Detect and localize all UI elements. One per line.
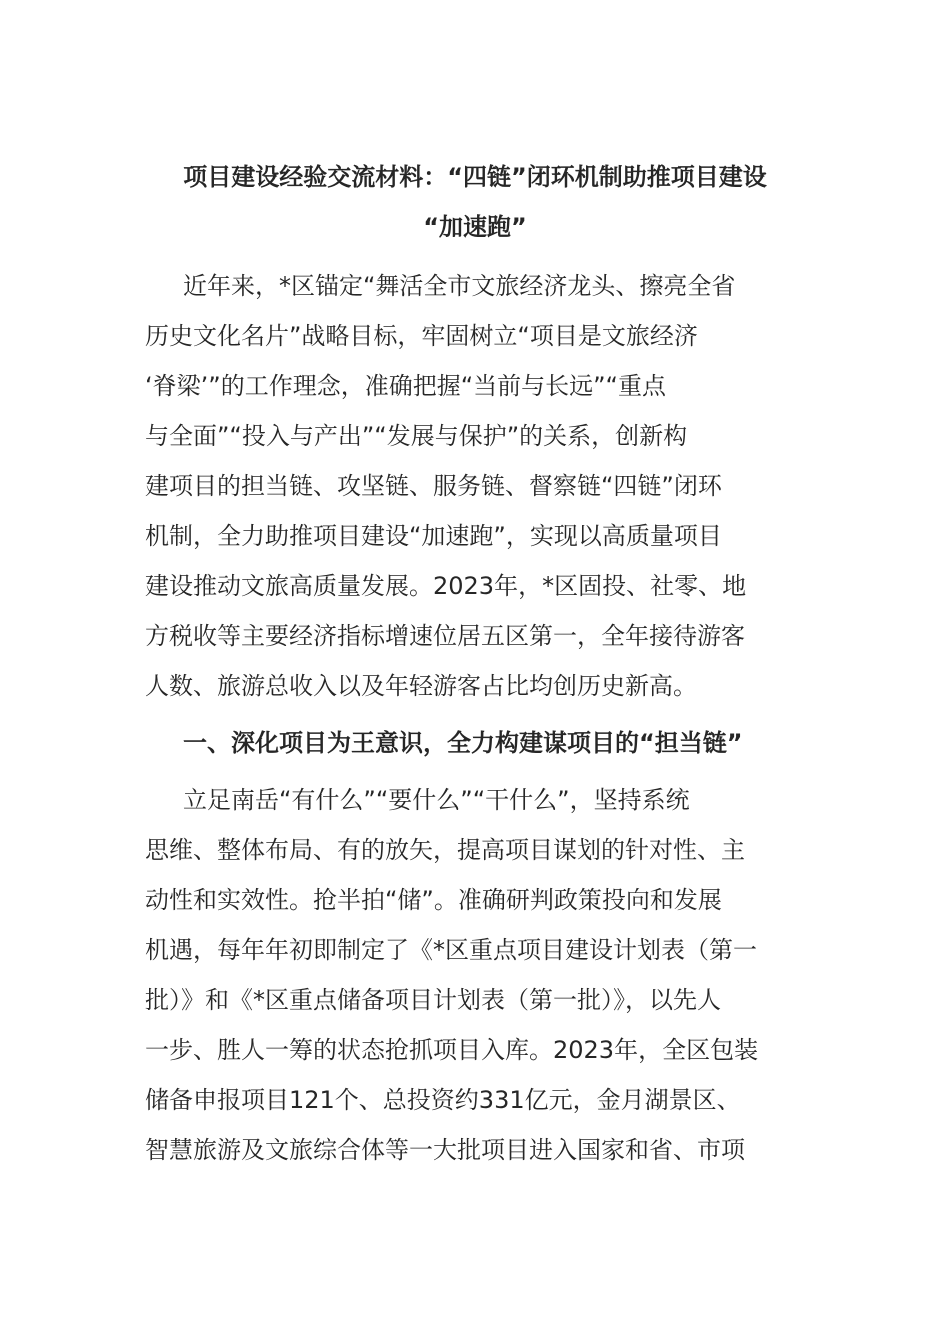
paragraph-line: 建设推动文旅高质量发展。2023年，*区固投、社零、地 [145,572,747,600]
paragraph-line: 近年来，*区锚定“舞活全市文旅经济龙头、擦亮全省 [183,272,736,300]
paragraph-line: ‘脊梁’”的工作理念，准确把握“当前与长远”“重点 [145,372,666,400]
paragraph-line: 机遇，每年年初即制定了《*区重点项目建设计划表（第一 [145,936,757,964]
title-line-2: “加速跑” [423,213,527,241]
paragraph-line: 方税收等主要经济指标增速位居五区第一，全年接待游客 [145,622,745,650]
paragraph-line: 机制，全力助推项目建设“加速跑”，实现以高质量项目 [145,522,722,550]
paragraph-line: 与全面”“投入与产出”“发展与保护”的关系，创新构 [145,422,688,450]
paragraph-line: 动性和实效性。抢半拍“储”。准确研判政策投向和发展 [145,886,722,914]
paragraph-line: 一步、胜人一筹的状态抢抓项目入库。2023年，全区包装 [145,1036,759,1064]
document-title [145,152,805,252]
paragraph-line: 立足南岳“有什么”“要什么”“干什么”，坚持系统 [183,786,690,814]
section-heading-text: 一、深化项目为王意识，全力构建谋项目的“担当链” [183,729,743,757]
paragraph-intro [145,261,805,711]
paragraph-line: 建项目的担当链、攻坚链、服务链、督察链“四链”闭环 [145,472,722,500]
paragraph-line: 人数、旅游总收入以及年轻游客占比均创历史新高。 [145,672,697,700]
paragraph-line: 智慧旅游及文旅综合体等一大批项目进入国家和省、市项 [145,1136,745,1164]
title-line-1: 项目建设经验交流材料：“四链”闭环机制助推项目建设 [183,163,767,191]
section-heading [145,718,805,768]
paragraph-line: 储备申报项目121个、总投资约331亿元，金月湖景区、 [145,1086,741,1114]
paragraph-line: 历史文化名片”战略目标，牢固树立“项目是文旅经济 [145,322,698,350]
paragraph-line: 批）》和《*区重点储备项目计划表（第一批）》，以先人 [145,986,721,1014]
paragraph-line: 思维、整体布局、有的放矢，提高项目谋划的针对性、主 [145,836,745,864]
paragraph-section1 [145,775,805,1175]
